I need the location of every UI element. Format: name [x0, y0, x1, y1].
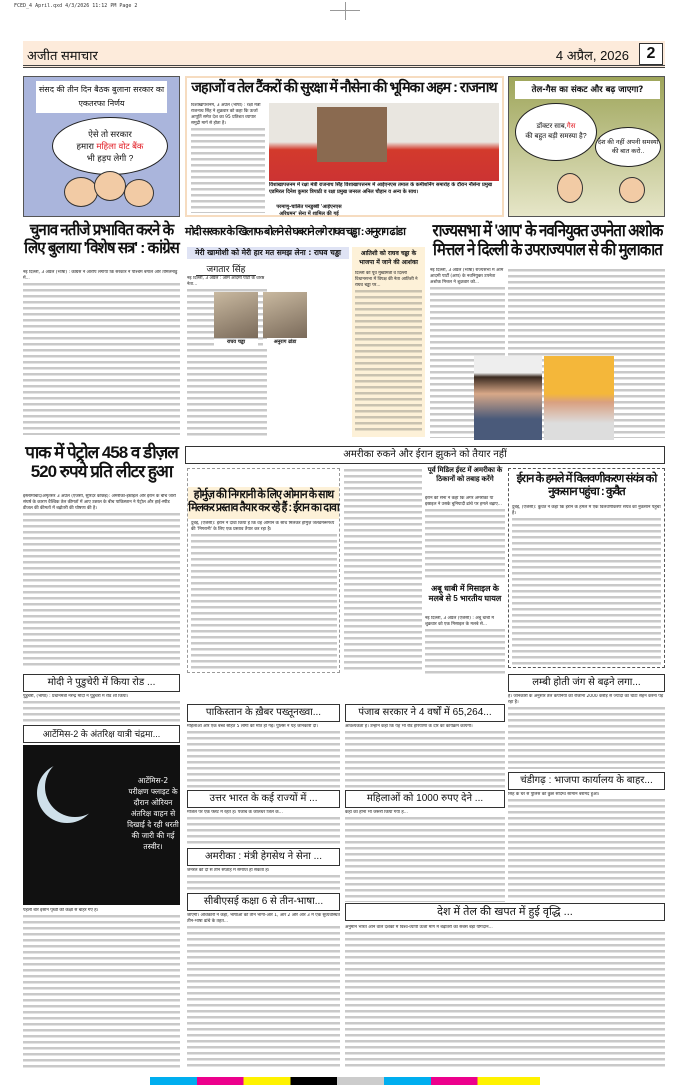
cartoon-title: संसद की तीन दिन बैठक बुलाना सरकार का एकतरफा निर्णय [36, 81, 167, 113]
photo-anurag [263, 292, 307, 338]
brief-body: कहां का होना भी जरूरी किया गया है... [345, 810, 505, 902]
page-number: 2 [639, 43, 663, 65]
brief-head: मोदी ने पुडुचेरी में किया रोड ... [23, 674, 180, 692]
speech-highlight: गैस [566, 123, 576, 130]
brief-head: महिलाओं को 1000 रुपए देने ... [345, 790, 505, 808]
photo-lt-governor [544, 356, 614, 440]
kuwait-headline: ईरान के हमले में विलवणीकरण संयंत्र को नुकसान पहुंचा : कुवैत [516, 473, 657, 498]
speech-bubble [515, 103, 597, 161]
cartoon-left [23, 76, 180, 217]
paper-name: अजीत समाचार [27, 48, 98, 63]
atishi-box [352, 247, 425, 437]
brief-body: महिलाओं और एक बच्चे सहित 5 लोगों की मौत हो गई। पुलिस ने यह जानकारी दी। [187, 724, 340, 789]
lead-photo [269, 103, 499, 181]
cartoon-figure [94, 171, 126, 201]
kuwait-body: दुबई, (एजेंसी): कुवैत ने कहा कि ईरान के हमले में एक विलवणीकरण संयंत्र को नुकसान पहुंचा है। [512, 505, 661, 665]
congress-body: नई दिल्ली, 3 अप्रैल (भाषा) : कांग्रेस ने आरोप लगाया कि सरकार ने पश्चिम बंगाल और तमिलनाडु में... [23, 270, 180, 435]
brief-body: जनरल को दो से तीन सप्ताह में समाप्त हो सकता है। [187, 868, 340, 892]
speech-text: भी हड़प लेगी ? [86, 153, 134, 163]
lead-caption: विशाखापत्तनम में रक्षा मंत्री राजनाथ सिंह विशाखापत्तनम में आईएनएस तमाल के कमीशनिंग समारोह के दौरान नौसेना प्रमुख एडमिरल दिनेश कुमार त्रिपाठी व रक्षा प्रमुख जनरल अनिल चौहान व अन्य के साथ। [269, 182, 492, 195]
photo-caption: अनुराग ढांडा [263, 339, 307, 346]
brief-body: पुडुचेरी, (भाषा) : प्रधानमंत्री नरेन्द्र मोदी ने पुडुचेरी में रोड शो किया। [23, 694, 180, 724]
brief-head: चंडीगढ़ : भाजपा कार्यालय के बाहर... [508, 772, 665, 790]
brief-body: आवश्यकता है। उन्होंने कहा कि यह भी रोड हरियाणा के दौरे का कार्यक्रम कायगी। [345, 724, 505, 789]
raghav-headline: मोदी सरकार के खिलाफ बोलने से घबराने लगे राघव चड्ढा : अनुराग ढांडा [185, 226, 405, 238]
brief-head: पंजाब सरकार ने 4 वर्षों में 65,264... [345, 704, 505, 722]
speech-bubble [52, 117, 168, 175]
brief-body: अनुमान भारत आने वाले दशकों में विश्व-व्यापी ऊर्जा मांग में बढ़ोतरी का सबसे बड़ा योगदान... [345, 925, 665, 1068]
cartoon-figure [619, 177, 645, 203]
cartoon-figure [64, 177, 98, 207]
artemis-photo [23, 745, 180, 905]
pak-headline: पाक में पेट्रोल 458 व डीज़ल 520 रुपये प्रति लीटर हुआ [25, 443, 178, 481]
brief-body: जाएगी। अधिकारी ने कहा, भाषाओं को तीन भागों-आर 1, आर 2 और आर 3 में एक सुव्यवस्थित तीन-भाषा ढांचे के तहत... [187, 913, 340, 1068]
brief-body: है। जानकारी के अनुसार तेल कंपनियों को रोजाना 2000 करोड़ से ज्यादा का घाटा सहन करना पड़ रहा है। [508, 694, 665, 769]
brief-head: पाकिस्तान के ख़ैबर पख्तूनख्वा... [187, 704, 340, 722]
iran-body [344, 468, 422, 673]
congress-headline: चुनाव नतीजे प्रभावित करने के लिए बुलाया 'विशेष सत्र' : कांग्रेस [24, 222, 179, 257]
cartoon-title: तेल-गैस का संकट और बढ़ जाएगा? [515, 81, 660, 99]
abudhabi-body: नई दिल्ली, 3 अप्रैल (एजेंसी) : अबू धाबी में शुक्रवार को एक मिसाइल के मलबे से... [425, 616, 505, 674]
color-registration-bar [150, 1077, 540, 1085]
speech-highlight: महिला वोट बैंक [96, 141, 144, 151]
hormuz-body: दुबई, (एजेंसी): ईरान ने दावा किया है कि वह ओमान के साथ मिलकर होर्मुज़ जलडमरूमध्य की 'निगरानी' के लिए एक प्रस्ताव तैयार कर रहा है। [191, 521, 337, 669]
mittal-headline: राज्यसभा में 'आप' के नवनियुक्त उपनेता अशोक मित्तल ने दिल्ली के उपराज्यपाल से की मुलाकात [432, 221, 663, 259]
mideast-story [425, 466, 505, 676]
speech-text: देश की नहीं अपनी समस्या की बात करो.. [597, 139, 659, 155]
brief-head: अमरीका : मंत्री हेगसेथ ने सेना ... [187, 848, 340, 866]
byline: जगतार सिंह [196, 262, 256, 276]
brief-body: सिंह के घर से पुलिस को कुछ संदिग्ध सामान बरामद हुआ। [508, 792, 665, 900]
mittal-body: नई दिल्ली, 3 अप्रैल (भाषा) राज्यसभा में आम आदमी पार्टी (आप) के नवनियुक्त उपनेता अशोक मित्तल ने शुक्रवार को... [430, 268, 505, 438]
section-band: अमरीका रुकने और ईरान झुकने को तैयार नहीं [185, 446, 665, 464]
issue-date: 4 अप्रैल, 2026 [555, 48, 629, 63]
speech-bubble [595, 127, 661, 167]
plaque [317, 107, 387, 162]
print-slug: FCED_4 April.qxd 4/3/2026 11:12 PM Page 2 [14, 3, 138, 9]
brief-head: उत्तर भारत के कई राज्यों में ... [187, 790, 340, 808]
lead-story [185, 76, 504, 217]
crop-mark [345, 2, 346, 20]
photo-ashok-mittal [474, 356, 542, 440]
atishi-body: दिल्ली की पूर्व मुख्यमंत्री व दिल्ली विधानसभा में विपक्ष की नेता आतिशी ने राघव चड्ढा पर... [355, 271, 422, 431]
cartoon-right [508, 76, 665, 217]
photo-caption: राघव चड्ढा [214, 339, 258, 346]
abudhabi-headline: अबू धाबी में मिसाइल के मलबे से 5 भारतीय घायल [428, 584, 502, 603]
earth-crescent [45, 757, 105, 817]
brief-head: आर्टेमिस-2 के अंतरिक्ष यात्री चंद्रमा... [23, 725, 180, 743]
hormuz-headline: होर्मुज़ की निगरानी के लिए ओमान के साथ मिलकर प्रस्ताव तैयार कर रहे हैं : ईरान का दावा [188, 489, 339, 514]
cartoon-figure [124, 179, 154, 207]
brief-head: देश में तेल की खपत में हुई वृद्धि ... [345, 903, 665, 921]
brief-head: लम्बी होती जंग से बढ़ने लगा... [508, 674, 665, 692]
cartoon-figure [557, 173, 583, 203]
brief-body: पहली बार इंसान पृथ्वी की कक्षा से बाहर गए हैं। [23, 908, 180, 1068]
raghav-subhead: मेरी खामोशी को मेरी हार मत समझ लेना : राघव चड्ढा [187, 247, 349, 259]
masthead [23, 41, 665, 68]
speech-text: डॉक्टर साब, [536, 123, 567, 130]
lead-headline: जहाजों व तेल टैंकरों की सुरक्षा में नौसेना की भूमिका अहम : राजनाथ [191, 80, 497, 96]
speech-text: ऐसे तो सरकार [88, 129, 132, 139]
brief-body: मंजिल पर एक फ्लैट में रहते हैं। पंजाब के जालंधर जिले के... [187, 810, 340, 845]
mideast-headline: पूर्व मिडिल ईस्ट में अमरीका के ठिकानों को तबाह करेंगे [427, 467, 503, 483]
speech-text: हमारा [76, 141, 94, 151]
speech-text: की बहुत बड़ी समस्या है? [525, 133, 587, 140]
raghav-body: नई दिल्ली, 3 अप्रैल : आम आदमी पार्टी के वरिष्ठ नेता... [187, 276, 267, 436]
pak-body: इस्लामाबाद/अमृतसर 3 अप्रैल (एजेंसी, सुरिंदर कोछड़): अमरीका-इस्राइल और ईरान के बीच जारी संघर्ष के कारण वैश्विक तेल कीमतों में आए उछाल के बीच पाकिस्तान ने पेट्रोल और हाई-स्पीड डीजल की कीमतों में बढ़ोतरी की घोषणा की है। [23, 494, 180, 669]
lead-body: विशाखापत्तनम, 3 अप्रैल (भाषा) : रक्षा मंत्री राजनाथ सिंह ने शुक्रवार को कहा कि ऊर्जा आपूर्ति समेत देश का 95 प्रतिशत व्यापार समुद्री मार्ग से होता है। [191, 103, 265, 213]
atishi-headline: आतिशी को राघव चड्ढा के भाजपा में जाने की आशंका [358, 250, 418, 266]
photo-raghav [214, 292, 258, 338]
kuwait-story [508, 468, 665, 668]
lead-subhead: परमाणु-चालित पनडुब्बी 'आईएनएस अरिधमन' सेना में शामिल की गई [276, 204, 342, 216]
mideast-body: ईरान की सेना ने कहा कि अगर अमरीका या इस्राइल ने उसके बुनियादी ढांचे पर हमले बढ़ाए... [425, 496, 505, 581]
hormuz-story [187, 468, 340, 673]
brief-head: सीबीएसई कक्षा 6 से तीन-भाषा... [187, 893, 340, 911]
artemis-caption: आर्टेमिस-2 परीक्षण फ्लाइट के दौरान ओरियन अंतरिक्ष वाहन से दिखाई दे रही धरती की जारी की गई तस्वीर। [127, 776, 179, 851]
